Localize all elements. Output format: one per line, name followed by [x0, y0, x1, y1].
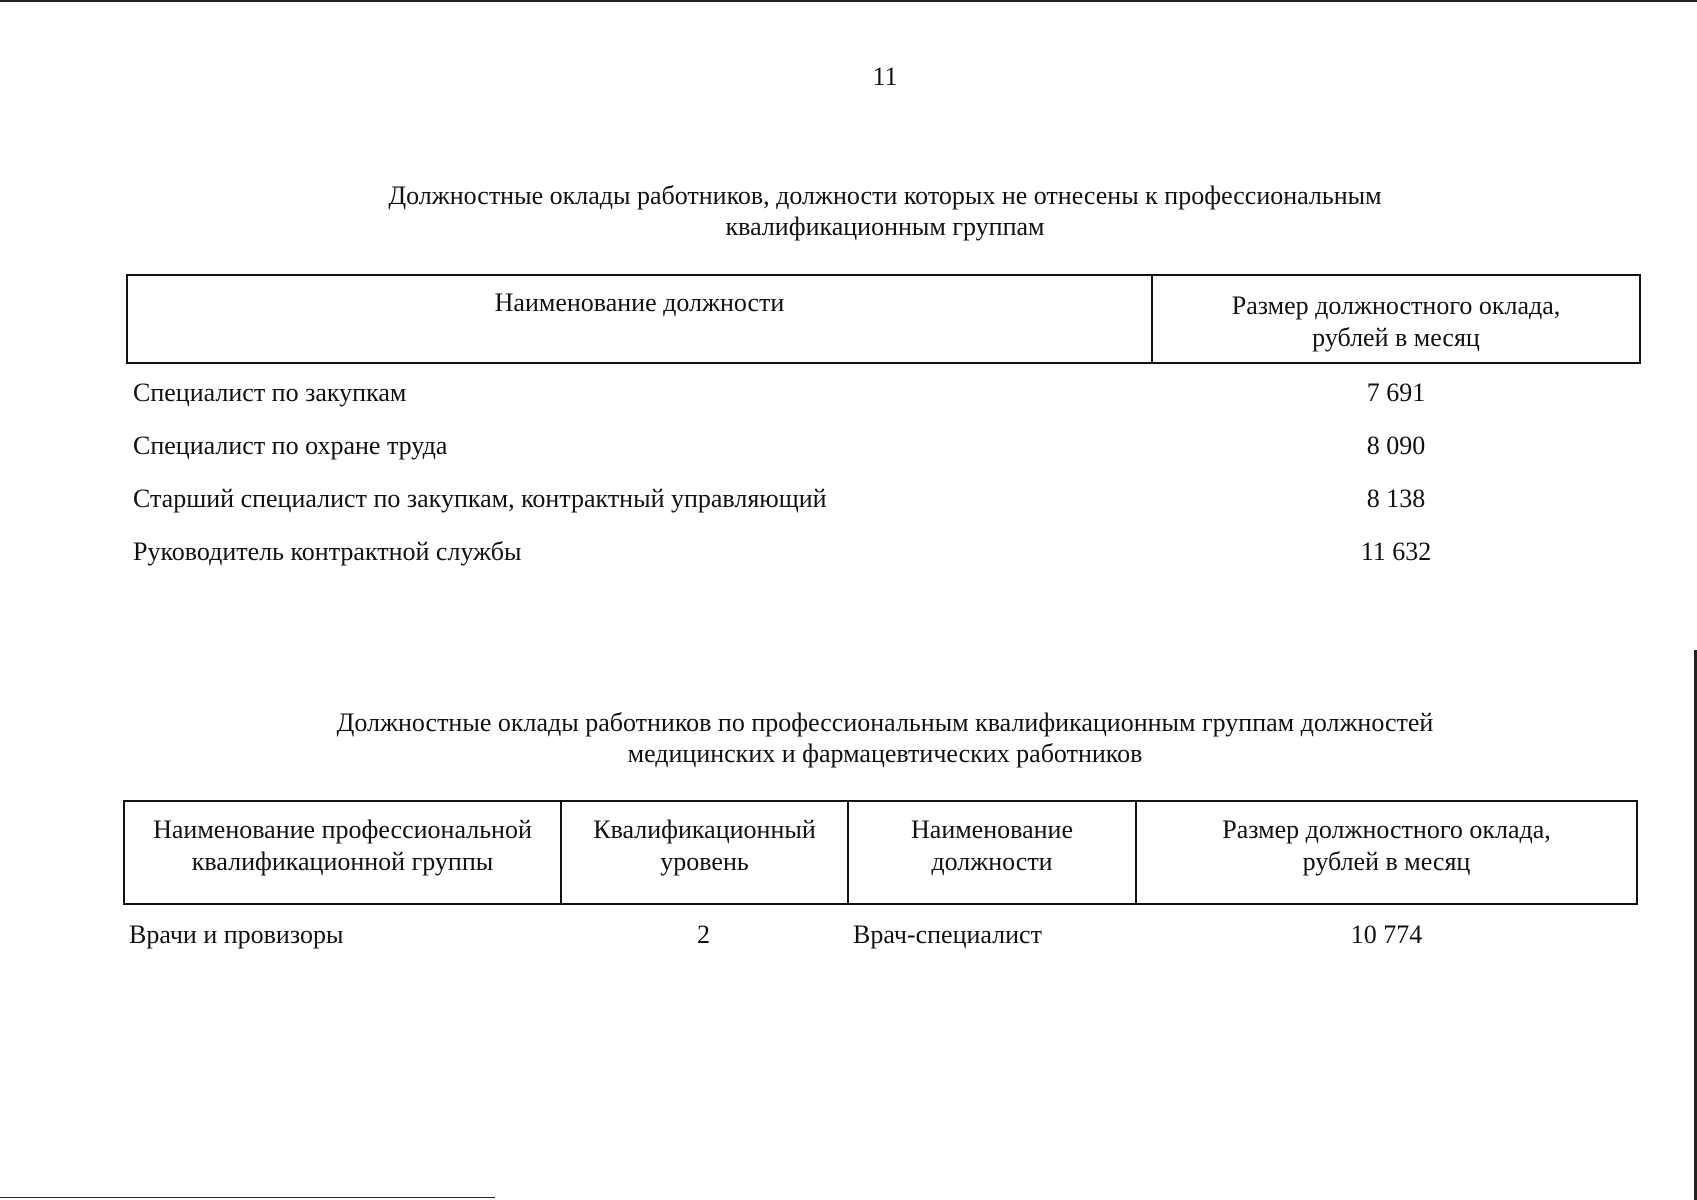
section2-title-line1: Должностные оклады работников по профессиональным квалификационным группам должностей [336, 708, 1434, 737]
top-scan-edge [0, 0, 1697, 2]
salary-value: 11 632 [1360, 536, 1432, 566]
salary-value: 8 090 [1366, 430, 1426, 460]
table2-header-level [562, 802, 849, 903]
section1-title-line1: Должностные оклады работников, должности которых не отнесены к профессиональным [388, 181, 1382, 210]
position-name: Врач-специалист [853, 920, 1042, 949]
salary-table-non-qualified [126, 274, 1641, 578]
qualification-level: 2 [697, 920, 710, 949]
section2-title [130, 707, 1640, 769]
position-name: Старший специалист по закупкам, контрактный управляющий [133, 483, 827, 513]
page-number: 11 [872, 62, 898, 91]
table2-header-position-line1: Наименование [911, 815, 1073, 844]
table2-header-position [849, 802, 1137, 903]
table2-header-level-line1: Квалификационный [593, 815, 816, 844]
table2-header-group [125, 802, 562, 903]
table2-header-salary [1137, 802, 1636, 903]
table1-header-salary-line2: рублей в месяц [1312, 323, 1480, 352]
position-name: Специалист по охране труда [133, 430, 448, 460]
table2-header-salary-line2: рублей в месяц [1302, 847, 1471, 876]
table1-header [126, 274, 1641, 364]
salary-table-medical [123, 800, 1638, 965]
salary-value: 7 691 [1366, 377, 1426, 407]
position-name: Руководитель контрактной службы [133, 536, 522, 566]
table2-header-group-line1: Наименование профессиональной [153, 815, 532, 844]
table2-header [123, 800, 1638, 905]
table2-header-level-line2: уровень [660, 847, 749, 876]
table2-header-group-line2: квалификационной группы [191, 847, 494, 876]
table-row [126, 525, 1641, 578]
section2-title-line2: медицинских и фармацевтических работников [627, 739, 1143, 768]
table1-header-position: Наименование должности [128, 276, 1153, 362]
table-row [126, 472, 1641, 525]
qualification-group: Врачи и провизоры [129, 920, 344, 949]
salary-value: 8 138 [1366, 483, 1426, 513]
section1-title-line2: квалификационным группам [725, 212, 1045, 241]
table-row [126, 419, 1641, 472]
table2-header-position-line2: должности [931, 847, 1053, 876]
table1-body [126, 364, 1641, 578]
section1-title [130, 180, 1640, 242]
position-name: Специалист по закупкам [133, 377, 407, 407]
table2-header-salary-line1: Размер должностного оклада, [1222, 815, 1551, 844]
table1-header-salary-line1: Размер должностного оклада, [1231, 291, 1561, 320]
table-row [126, 366, 1641, 419]
table1-header-salary [1153, 276, 1639, 362]
salary-value: 10 774 [1350, 920, 1423, 949]
table-row [123, 905, 1638, 965]
bottom-scan-edge [0, 1197, 495, 1198]
